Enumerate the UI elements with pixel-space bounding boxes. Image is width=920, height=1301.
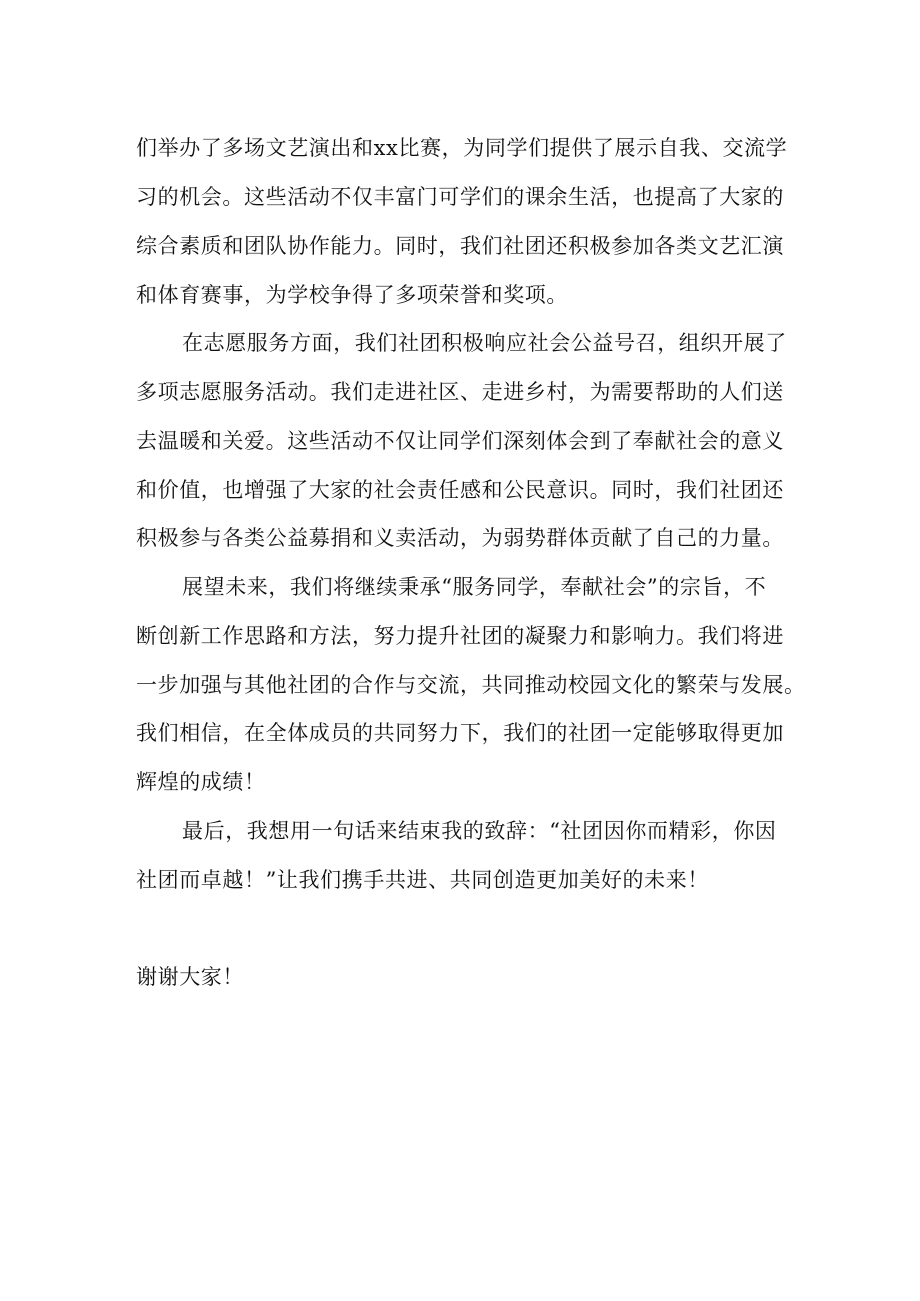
paragraph-4-line-2: 社团而卓越！”让我们携手共进、共同创造更加美好的未来！	[136, 868, 709, 892]
paragraph-1-line-2: 习的机会。这些活动不仅丰富门可学们的课余生活，也提高了大家的	[136, 185, 784, 209]
paragraph-2-line-5: 积极参与各类公益募捐和义卖活动，为弱势群体贡献了自己的力量。	[136, 526, 784, 550]
closing-thanks: 谢谢大家！	[136, 965, 244, 989]
paragraph-3-line-3: 一步加强与其他社团的合作与交流，共同推动校园文化的繁荣与发展。	[136, 673, 806, 697]
paragraph-3-line-4: 我们相信，在全体成员的共同努力下，我们的社团一定能够取得更加	[136, 721, 784, 745]
paragraph-3-line-2: 断创新工作思路和方法，努力提升社团的凝聚力和影响力。我们将进	[136, 624, 784, 648]
paragraph-3-line-1: 展望未来，我们将继续秉承“服务同学，奉献社会”的宗旨，不	[182, 575, 767, 599]
paragraph-1-line-1: 们举办了多场文艺演出和xx比赛，为同学们提供了展示自我、交流学	[136, 136, 788, 160]
paragraph-4-line-1: 最后，我想用一句话来结束我的致辞：“社团因你而精彩，你因	[182, 819, 777, 843]
paragraph-2-line-2: 多项志愿服务活动。我们走进社区、走进乡村，为需要帮助的人们送	[136, 380, 784, 404]
paragraph-1-line-4: 和体育赛事，为学校争得了多项荣誉和奖项。	[136, 283, 568, 307]
paragraph-2-line-4: 和价值，也增强了大家的社会责任感和公民意识。同时，我们社团还	[136, 478, 784, 502]
paragraph-2-line-3: 去温暖和关爱。这些活动不仅让同学们深刻体会到了奉献社会的意义	[136, 429, 784, 453]
paragraph-3-line-5: 辉煌的成绩！	[136, 770, 266, 794]
paragraph-1-line-3: 综合素质和团队协作能力。同时，我们社团还积极参加各类文艺汇演	[136, 234, 784, 258]
paragraph-2-line-1: 在志愿服务方面，我们社团积极响应社会公益号召，组织开展了	[182, 331, 787, 355]
